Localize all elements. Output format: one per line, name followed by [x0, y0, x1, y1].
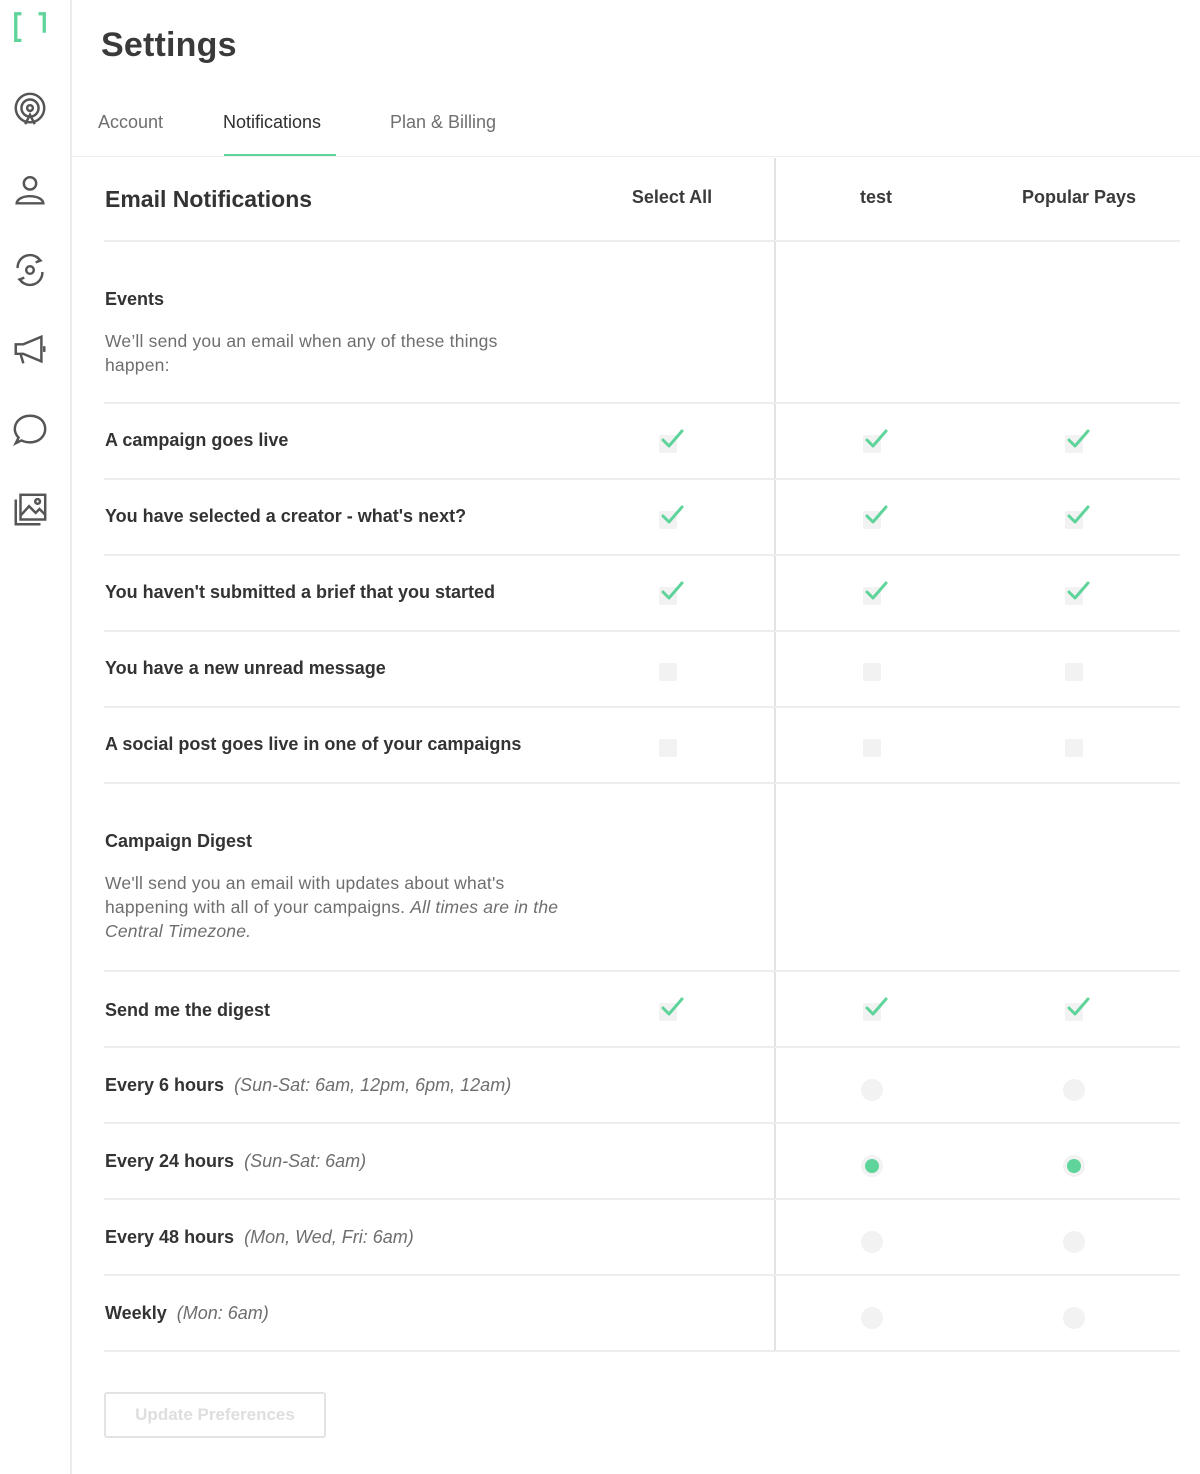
event-checkbox[interactable] — [659, 663, 677, 681]
tab-account[interactable]: Account — [98, 112, 164, 132]
events-title: Events — [105, 289, 165, 309]
table-heading: Email Notifications — [105, 186, 313, 212]
brackets-logo-icon[interactable] — [10, 8, 50, 48]
event-row-label: A campaign goes live — [105, 430, 289, 450]
event-checkbox[interactable] — [1065, 587, 1083, 605]
event-checkbox[interactable] — [659, 511, 677, 529]
event-checkbox[interactable] — [659, 587, 677, 605]
event-checkbox[interactable] — [659, 435, 677, 453]
frequency-radio[interactable] — [861, 1079, 883, 1101]
frequency-radio[interactable] — [861, 1231, 883, 1253]
event-row-label: You have selected a creator - what's next? — [105, 506, 467, 526]
radio-selected-dot — [1067, 1159, 1081, 1173]
megaphone-icon[interactable] — [10, 330, 50, 370]
chat-bubble-icon[interactable] — [10, 410, 50, 450]
row-divider — [104, 1046, 1180, 1048]
frequency-name: Every 6 hours — [105, 1075, 225, 1095]
frequency-name: Every 24 hours — [105, 1151, 235, 1171]
row-divider — [104, 970, 1180, 972]
frequency-schedule: (Sun-Sat: 6am, 12pm, 6pm, 12am) — [234, 1075, 512, 1095]
column-divider — [774, 158, 776, 1351]
tabs-divider — [72, 156, 1200, 157]
send-digest-checkbox[interactable] — [1065, 1003, 1083, 1021]
column-header-popular-pays: Popular Pays — [1021, 187, 1137, 207]
event-checkbox[interactable] — [659, 739, 677, 757]
radio-selected-dot — [865, 1159, 879, 1173]
event-checkbox[interactable] — [863, 739, 881, 757]
frequency-radio[interactable] — [1063, 1231, 1085, 1253]
event-checkbox[interactable] — [863, 587, 881, 605]
tab-notifications[interactable]: Notifications — [223, 112, 322, 132]
digest-frequency-label — [105, 1151, 366, 1172]
event-checkbox[interactable] — [1065, 511, 1083, 529]
digest-timezone-note: All times are in the Central Timezone. — [105, 897, 559, 941]
event-row-label: You haven't submitted a brief that you started — [105, 582, 495, 602]
digest-frequency-label — [105, 1227, 414, 1248]
digest-frequency-label — [105, 1075, 511, 1096]
frequency-name: Weekly — [105, 1303, 167, 1323]
digest-title: Campaign Digest — [105, 831, 253, 851]
frequency-schedule: (Mon, Wed, Fri: 6am) — [244, 1227, 414, 1247]
digest-description-text: We'll send you an email with updates about what's happening with all of your campaigns. — [105, 873, 505, 917]
frequency-radio[interactable] — [1063, 1307, 1085, 1329]
row-divider — [104, 1122, 1180, 1124]
refresh-eye-icon[interactable] — [10, 250, 50, 290]
row-divider — [104, 1198, 1180, 1200]
column-header-test: test — [859, 187, 893, 207]
row-divider — [104, 1274, 1180, 1276]
row-divider — [104, 554, 1180, 556]
row-divider — [104, 782, 1180, 784]
send-digest-checkbox[interactable] — [659, 1003, 677, 1021]
sidebar — [0, 0, 72, 1474]
event-checkbox[interactable] — [1065, 663, 1083, 681]
update-preferences-button[interactable]: Update Preferences — [104, 1392, 326, 1438]
gallery-icon[interactable] — [10, 490, 50, 530]
send-digest-label: Send me the digest — [105, 1000, 271, 1020]
event-checkbox[interactable] — [1065, 435, 1083, 453]
event-checkbox[interactable] — [863, 435, 881, 453]
row-divider — [104, 706, 1180, 708]
frequency-radio[interactable] — [1063, 1155, 1085, 1177]
tab-plan-billing[interactable]: Plan & Billing — [390, 112, 497, 132]
frequency-radio[interactable] — [861, 1155, 883, 1177]
row-divider — [104, 630, 1180, 632]
event-checkbox[interactable] — [1065, 739, 1083, 757]
frequency-schedule: (Sun-Sat: 6am) — [244, 1151, 367, 1171]
frequency-radio[interactable] — [861, 1307, 883, 1329]
row-divider — [104, 402, 1180, 404]
event-row-label: You have a new unread message — [105, 658, 386, 678]
row-divider — [104, 240, 1180, 242]
row-divider — [104, 1350, 1180, 1352]
events-description: We’ll send you an email when any of these things happen: — [105, 331, 498, 375]
frequency-name: Every 48 hours — [105, 1227, 235, 1247]
event-row-label: A social post goes live in one of your campaigns — [105, 734, 522, 754]
page-title: Settings — [101, 26, 237, 64]
column-header-select-all: Select All — [631, 187, 713, 207]
send-digest-checkbox[interactable] — [863, 1003, 881, 1021]
row-divider — [104, 478, 1180, 480]
frequency-schedule: (Mon: 6am) — [176, 1303, 269, 1323]
digest-frequency-label — [105, 1303, 269, 1324]
digest-description — [105, 871, 565, 943]
broadcast-icon[interactable] — [10, 89, 50, 129]
user-icon[interactable] — [10, 170, 50, 210]
event-checkbox[interactable] — [863, 511, 881, 529]
event-checkbox[interactable] — [863, 663, 881, 681]
frequency-radio[interactable] — [1063, 1079, 1085, 1101]
